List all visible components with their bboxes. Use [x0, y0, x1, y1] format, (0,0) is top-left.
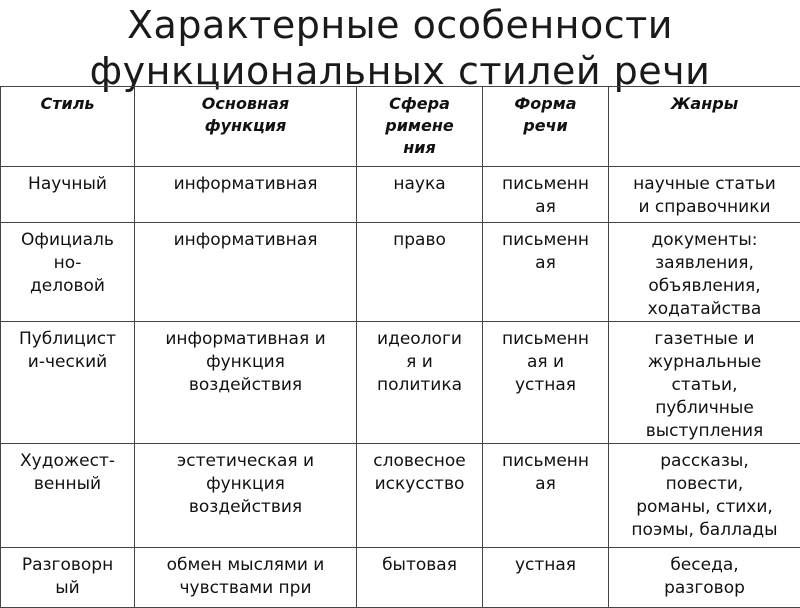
cell-sphere: идеологи я и политика	[357, 322, 483, 444]
cell-genres: рассказы, повести, романы, стихи, поэмы, баллады	[609, 444, 800, 548]
cell-style: Разговорн ый	[1, 548, 135, 608]
table-row	[1, 167, 800, 223]
cell-sphere: словесное искусство	[357, 444, 483, 548]
cell-genres: научные статьи и справочники	[609, 167, 800, 223]
table-row	[1, 444, 800, 548]
cell-form: письменн ая	[483, 167, 609, 223]
table-row	[1, 322, 800, 444]
header-sphere: Сфера римене ния	[357, 87, 483, 167]
cell-form: письменн ая	[483, 223, 609, 322]
title-line-2: функциональных стилей речи	[0, 48, 800, 94]
cell-function: обмен мыслями и чувствами при	[135, 548, 357, 608]
cell-function: информативная	[135, 223, 357, 322]
header-genres: Жанры	[609, 87, 800, 167]
header-main-function: Основная функция	[135, 87, 357, 167]
cell-function: информативная и функция воздействия	[135, 322, 357, 444]
cell-genres: газетные и журнальные статьи, публичные выступления	[609, 322, 800, 444]
table-row	[1, 548, 800, 608]
header-speech-form: Форма речи	[483, 87, 609, 167]
cell-style: Официаль но- деловой	[1, 223, 135, 322]
cell-sphere: право	[357, 223, 483, 322]
cell-sphere: бытовая	[357, 548, 483, 608]
cell-form: письменн ая и устная	[483, 322, 609, 444]
cell-genres: документы: заявления, объявления, ходатайства	[609, 223, 800, 322]
header-style: Стиль	[1, 87, 135, 167]
cell-form: устная	[483, 548, 609, 608]
cell-style: Публицист и-ческий	[1, 322, 135, 444]
cell-style: Научный	[1, 167, 135, 223]
cell-form: письменн ая	[483, 444, 609, 548]
table-row	[1, 223, 800, 322]
styles-table	[0, 86, 800, 608]
cell-function: эстетическая и функция воздействия	[135, 444, 357, 548]
cell-genres: беседа, разговор	[609, 548, 800, 608]
page-title	[0, 2, 800, 94]
cell-style: Художест- венный	[1, 444, 135, 548]
cell-sphere: наука	[357, 167, 483, 223]
cell-function: информативная	[135, 167, 357, 223]
title-line-1: Характерные особенности	[0, 2, 800, 48]
table-header-row	[1, 87, 800, 167]
